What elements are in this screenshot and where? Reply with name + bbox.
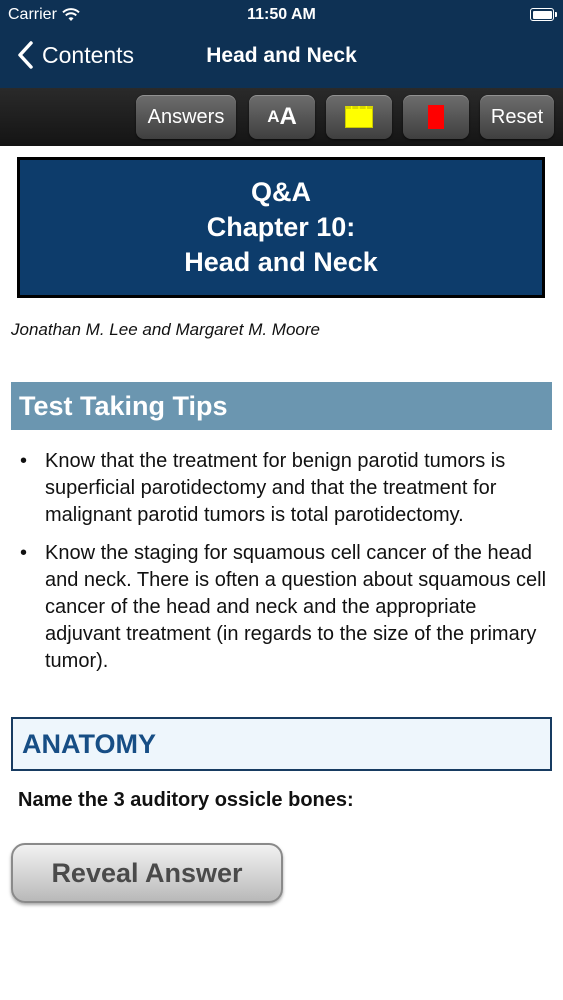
status-bar — [0, 0, 563, 30]
tips-header — [11, 382, 552, 430]
red-highlighter-icon — [428, 105, 444, 129]
bullet-icon: • — [20, 450, 28, 472]
navigation-bar — [0, 30, 563, 88]
section-title: ANATOMY — [22, 728, 156, 759]
chapter-line-number: Chapter 10: — [206, 212, 356, 242]
yellow-highlighter-icon — [345, 106, 373, 128]
tip-text: Know the staging for squamous cell cancer of the head and neck. There is often a question about squamous cell cancer of the head and neck and the appropriate adjuvant treatment (in regards to the size of the primary tumor). — [45, 542, 547, 672]
status-time: 11:50 AM — [247, 6, 316, 23]
reset-label: Reset — [490, 105, 544, 128]
question-text: Name the 3 auditory ossicle bones: — [18, 789, 354, 811]
red-highlighter-button[interactable] — [403, 95, 469, 139]
section-header-anatomy — [11, 717, 552, 771]
font-size-large-icon: A — [279, 103, 297, 130]
answers-label: Answers — [147, 105, 225, 128]
chapter-line-qa: Q&A — [251, 177, 311, 207]
authors: Jonathan M. Lee and Margaret M. Moore — [11, 320, 320, 339]
chapter-line-name: Head and Neck — [184, 247, 378, 277]
yellow-highlighter-button[interactable] — [326, 95, 392, 139]
tips-header-label: Test Taking Tips — [19, 390, 228, 421]
carrier-label: Carrier — [8, 6, 57, 23]
list-item — [20, 540, 550, 675]
top-bar — [0, 0, 563, 88]
font-size-small-icon: A — [267, 107, 280, 126]
list-item — [20, 448, 550, 529]
reveal-answer-label: Reveal Answer — [51, 857, 243, 888]
answers-button[interactable] — [136, 95, 236, 139]
back-label: Contents — [42, 41, 135, 68]
reset-button[interactable] — [480, 95, 554, 139]
tip-text: Know that the treatment for benign parotid tumors is superficial parotidectomy and that the treatment for malignant parotid tumors is total parotidectomy. — [45, 450, 506, 526]
bullet-icon: • — [20, 542, 28, 564]
battery-icon — [530, 8, 554, 21]
page-title: Head and Neck — [206, 44, 357, 67]
chapter-title-box — [17, 157, 545, 298]
reveal-answer-button[interactable] — [11, 843, 283, 903]
font-size-button[interactable] — [249, 95, 315, 139]
toolbar — [0, 88, 563, 146]
tips-list — [20, 448, 550, 686]
